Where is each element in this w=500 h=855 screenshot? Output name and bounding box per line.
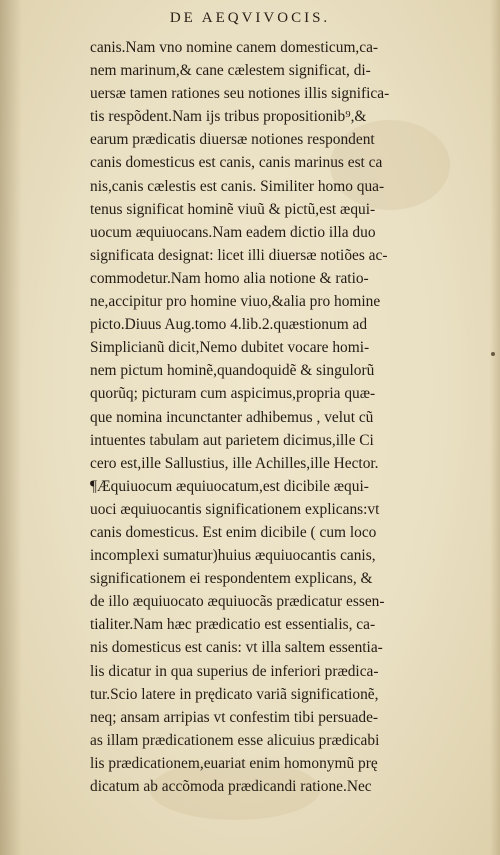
- gutter-shadow: [0, 0, 22, 855]
- text-line: commodetur.Nam homo alia notione & ratio-: [90, 269, 369, 287]
- text-line: nem pictum hominẽ,quandoquidẽ & singulorũ: [90, 362, 375, 380]
- main-text: [90, 36, 460, 798]
- text-line: ¶Æquiuocum æquiuocatum,est dicibile æqui-: [90, 477, 369, 495]
- text-line: quorũq; picturam cum aspicimus,propria quæ-: [90, 385, 376, 403]
- text-line: significationem ei respondentem explicans, &: [90, 570, 373, 588]
- text-line: de illo æquiuocato æquiuocãs prædicatur essen-: [90, 593, 385, 611]
- text-line: ne,accipitur pro homine viuo,&alia pro homine: [90, 293, 381, 311]
- text-line: nem marinum,& cane cælestem significat, di-: [90, 62, 371, 80]
- text-line: nis domesticus est canis: vt illa saltem essentia-: [90, 639, 383, 657]
- text-line: canis.Nam vno nomine canem domesticum,ca-: [90, 39, 379, 56]
- text-line: canis domesticus est canis, canis marinus est ca: [90, 154, 383, 172]
- text-line: lis dicatur in qua superius de inferiori prædica-: [90, 662, 379, 680]
- text-line: incomplexi sumatur)huius æquiuocantis canis,: [90, 547, 376, 565]
- text-line: tis respõdent.Nam ijs tribus propositionib⁹,&: [90, 108, 367, 126]
- text-line: uocum æquiuocans.Nam eadem dictio illa duo: [90, 223, 376, 241]
- page-edge: [490, 0, 500, 855]
- text-line: tur.Scio latere in prędicato variã significationẽ,: [90, 685, 379, 703]
- text-line: tenus significat hominẽ viuũ & pictũ,est æqui-: [90, 200, 376, 218]
- text-line: cero est,ille Sallustius, ille Achilles,ille Hector.: [90, 454, 379, 472]
- text-line: nis,canis cælestis est canis. Similiter homo qua-: [90, 177, 385, 195]
- text-line: canis domesticus. Est enim dicibile ( cum loco: [90, 523, 377, 541]
- text-line: intuentes tabulam aut parietem dicimus,ille Ci: [90, 431, 374, 449]
- text-line: significata designat: licet illi diuersæ notiões ac-: [90, 246, 388, 264]
- text-line: tialiter.Nam hæc prædicatio est essentialis, ca-: [90, 616, 376, 634]
- margin-mark: [491, 352, 495, 356]
- text-line: Simplicianũ dicit,Nemo dubitet vocare homi-: [90, 339, 370, 357]
- text-line: que nomina incunctanter adhibemus , velut cũ: [90, 408, 374, 426]
- text-line: earum prædicatis diuersæ notiones respondent: [90, 131, 375, 149]
- text-line: neq; ansam arripias vt confestim tibi persuade-: [90, 708, 379, 726]
- running-title: DE AEQVIVOCIS.: [169, 10, 331, 26]
- text-line: picto.Diuus Aug.tomo 4.lib.2.quæstionum ad: [90, 316, 368, 334]
- text-line: lis prædicationem,euariat enim homonymũ prę: [90, 754, 378, 772]
- text-line: dicatum ab accõmoda prædicandi ratione.Nec: [90, 778, 372, 795]
- text-line: uersæ tamen rationes seu notiones illis significa-: [90, 85, 390, 103]
- text-line: as illam prædicationem esse alicuius prædicabi: [90, 731, 380, 749]
- text-line: uoci æquiuocantis significationem explicans:vt: [90, 500, 380, 518]
